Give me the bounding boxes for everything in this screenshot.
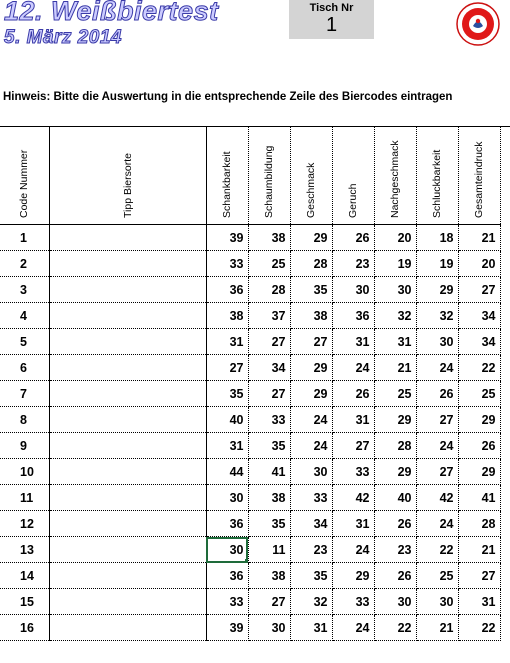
- score-cell[interactable]: 27: [206, 355, 248, 381]
- col-header-schaumbildung[interactable]: Schaumbildung: [248, 126, 290, 225]
- score-cell[interactable]: 38: [206, 303, 248, 329]
- table-row: [0, 251, 500, 277]
- score-cell[interactable]: 18: [416, 225, 458, 251]
- score-cell[interactable]: 38: [290, 303, 332, 329]
- score-cell[interactable]: 30: [416, 329, 458, 355]
- code-cell[interactable]: 4: [0, 303, 49, 329]
- code-cell[interactable]: 14: [0, 563, 49, 589]
- tipp-cell[interactable]: [49, 563, 206, 589]
- code-cell[interactable]: 15: [0, 589, 49, 615]
- tipp-cell[interactable]: [49, 485, 206, 511]
- score-cell[interactable]: 33: [332, 589, 374, 615]
- score-cell[interactable]: 29: [374, 459, 416, 485]
- score-cell[interactable]: 38: [248, 563, 290, 589]
- score-cell[interactable]: 31: [206, 329, 248, 355]
- score-cell[interactable]: 33: [206, 251, 248, 277]
- code-cell[interactable]: 10: [0, 459, 49, 485]
- score-cell[interactable]: 21: [458, 537, 500, 563]
- score-cell[interactable]: 27: [332, 433, 374, 459]
- score-cell[interactable]: 24: [416, 433, 458, 459]
- score-cell[interactable]: 26: [374, 563, 416, 589]
- tipp-cell[interactable]: [49, 225, 206, 251]
- score-cell[interactable]: 39: [206, 615, 248, 641]
- tisch-label: Tisch Nr: [309, 2, 354, 14]
- score-cell[interactable]: 31: [332, 329, 374, 355]
- score-cell[interactable]: 27: [416, 407, 458, 433]
- club-logo-icon: [456, 2, 500, 46]
- score-cell[interactable]: 26: [458, 433, 500, 459]
- col-header-nachgeschmack[interactable]: Nachgeschmack: [374, 126, 416, 225]
- score-cell[interactable]: 31: [374, 329, 416, 355]
- table-row: [0, 563, 500, 589]
- table-row: [0, 225, 500, 251]
- score-cell[interactable]: 40: [206, 407, 248, 433]
- code-cell[interactable]: 3: [0, 277, 49, 303]
- code-cell[interactable]: 1: [0, 225, 49, 251]
- col-header-schluckbarkeit[interactable]: Schluckbarkeit: [416, 126, 458, 225]
- score-cell[interactable]: 33: [290, 485, 332, 511]
- rating-table: [0, 126, 501, 641]
- code-cell[interactable]: 2: [0, 251, 49, 277]
- score-cell[interactable]: 24: [332, 537, 374, 563]
- score-cell[interactable]: 26: [332, 225, 374, 251]
- tisch-number[interactable]: 1: [325, 14, 338, 36]
- table-row: [0, 433, 500, 459]
- score-cell[interactable]: 26: [374, 511, 416, 537]
- score-cell[interactable]: 27: [248, 589, 290, 615]
- score-cell[interactable]: 28: [374, 433, 416, 459]
- score-cell[interactable]: 25: [416, 563, 458, 589]
- score-cell[interactable]: 26: [332, 381, 374, 407]
- table-row: [0, 537, 500, 563]
- score-cell[interactable]: 24: [290, 433, 332, 459]
- score-cell[interactable]: 36: [206, 563, 248, 589]
- score-cell[interactable]: 35: [290, 563, 332, 589]
- score-cell[interactable]: 25: [248, 251, 290, 277]
- table-row: [0, 329, 500, 355]
- score-cell[interactable]: 31: [332, 511, 374, 537]
- score-cell[interactable]: 31: [290, 615, 332, 641]
- score-cell[interactable]: 23: [290, 537, 332, 563]
- table-row: [0, 355, 500, 381]
- score-cell[interactable]: 21: [458, 225, 500, 251]
- score-cell[interactable]: 35: [248, 511, 290, 537]
- score-cell[interactable]: 24: [416, 511, 458, 537]
- code-cell[interactable]: 11: [0, 485, 49, 511]
- score-cell[interactable]: 41: [458, 485, 500, 511]
- score-cell[interactable]: 44: [206, 459, 248, 485]
- score-cell[interactable]: 34: [290, 511, 332, 537]
- tipp-cell[interactable]: [49, 303, 206, 329]
- score-cell[interactable]: 30: [290, 459, 332, 485]
- table-body: [0, 225, 500, 641]
- score-cell[interactable]: 31: [332, 407, 374, 433]
- score-cell[interactable]: 24: [332, 355, 374, 381]
- score-cell[interactable]: 29: [374, 407, 416, 433]
- score-cell[interactable]: 27: [290, 329, 332, 355]
- code-cell[interactable]: 5: [0, 329, 49, 355]
- score-cell[interactable]: 36: [206, 511, 248, 537]
- score-cell[interactable]: 28: [458, 511, 500, 537]
- score-cell[interactable]: 24: [290, 407, 332, 433]
- code-cell[interactable]: 9: [0, 433, 49, 459]
- table-row: [0, 381, 500, 407]
- score-cell[interactable]: 28: [290, 251, 332, 277]
- tipp-cell[interactable]: [49, 355, 206, 381]
- score-cell[interactable]: 11: [248, 537, 290, 563]
- score-cell[interactable]: 42: [416, 485, 458, 511]
- table-row: [0, 303, 500, 329]
- score-cell[interactable]: 25: [458, 381, 500, 407]
- score-cell[interactable]: 19: [416, 251, 458, 277]
- score-cell[interactable]: 35: [206, 381, 248, 407]
- score-cell[interactable]: 30: [416, 589, 458, 615]
- score-cell[interactable]: 40: [374, 485, 416, 511]
- tipp-cell[interactable]: [49, 277, 206, 303]
- rating-table-wrap: [0, 126, 501, 641]
- score-cell[interactable]: 38: [248, 485, 290, 511]
- tipp-cell[interactable]: [49, 537, 206, 563]
- score-cell[interactable]: 32: [416, 303, 458, 329]
- score-cell[interactable]: 36: [332, 303, 374, 329]
- score-cell[interactable]: 33: [332, 459, 374, 485]
- score-cell[interactable]: 29: [458, 459, 500, 485]
- score-cell[interactable]: 30: [332, 277, 374, 303]
- tipp-cell[interactable]: [49, 589, 206, 615]
- score-cell[interactable]: 21: [416, 615, 458, 641]
- table-row: [0, 485, 500, 511]
- tipp-cell[interactable]: [49, 381, 206, 407]
- score-cell[interactable]: 27: [416, 459, 458, 485]
- score-cell[interactable]: 34: [458, 329, 500, 355]
- score-cell[interactable]: 41: [248, 459, 290, 485]
- score-cell[interactable]: 26: [416, 381, 458, 407]
- col-header-geschmack[interactable]: Geschmack: [290, 126, 332, 225]
- tipp-cell[interactable]: [49, 615, 206, 641]
- score-cell[interactable]: 21: [374, 355, 416, 381]
- tipp-cell[interactable]: [49, 329, 206, 355]
- score-cell[interactable]: 24: [332, 615, 374, 641]
- score-cell[interactable]: 29: [290, 355, 332, 381]
- score-cell[interactable]: 23: [374, 537, 416, 563]
- tipp-cell[interactable]: [49, 407, 206, 433]
- score-cell[interactable]: 42: [332, 485, 374, 511]
- score-cell[interactable]: 28: [248, 277, 290, 303]
- score-cell[interactable]: 29: [332, 563, 374, 589]
- tipp-cell[interactable]: [49, 511, 206, 537]
- score-cell[interactable]: 37: [248, 303, 290, 329]
- col-header-gesamteindruck[interactable]: Gesamteindruck: [458, 126, 500, 225]
- sheet-title: 12. Weißbiertest: [4, 0, 219, 26]
- score-cell[interactable]: 22: [374, 615, 416, 641]
- table-row: [0, 511, 500, 537]
- score-cell[interactable]: 34: [458, 303, 500, 329]
- score-cell[interactable]: 33: [206, 589, 248, 615]
- table-row: [0, 407, 500, 433]
- col-header-code[interactable]: Code Nummer: [0, 126, 49, 225]
- score-cell[interactable]: 25: [374, 381, 416, 407]
- table-row: [0, 277, 500, 303]
- score-cell[interactable]: 22: [458, 615, 500, 641]
- score-cell[interactable]: 36: [206, 277, 248, 303]
- score-cell[interactable]: 30: [248, 615, 290, 641]
- score-cell[interactable]: 29: [458, 407, 500, 433]
- code-cell[interactable]: 7: [0, 381, 49, 407]
- code-cell[interactable]: 13: [0, 537, 49, 563]
- score-cell[interactable]: 27: [458, 563, 500, 589]
- score-cell[interactable]: 31: [458, 589, 500, 615]
- score-cell[interactable]: 31: [206, 433, 248, 459]
- score-cell[interactable]: 23: [332, 251, 374, 277]
- score-cell[interactable]: 34: [248, 355, 290, 381]
- code-cell[interactable]: 12: [0, 511, 49, 537]
- score-cell[interactable]: 39: [206, 225, 248, 251]
- hint-text: Hinweis: Bitte die Auswertung in die entsprechende Zeile des Biercodes eintragen: [3, 91, 453, 103]
- score-cell[interactable]: 22: [458, 355, 500, 381]
- code-cell[interactable]: 8: [0, 407, 49, 433]
- score-cell[interactable]: 35: [248, 433, 290, 459]
- code-cell[interactable]: 16: [0, 615, 49, 641]
- score-cell[interactable]: 22: [416, 537, 458, 563]
- score-cell[interactable]: 32: [374, 303, 416, 329]
- score-cell[interactable]: 24: [416, 355, 458, 381]
- score-cell[interactable]: 30: [374, 589, 416, 615]
- sheet-date: 5. März 2014: [4, 27, 122, 48]
- tipp-cell[interactable]: [49, 251, 206, 277]
- tipp-cell[interactable]: [49, 433, 206, 459]
- score-cell[interactable]: 20: [374, 225, 416, 251]
- score-cell[interactable]: 27: [248, 329, 290, 355]
- score-cell[interactable]: 27: [248, 381, 290, 407]
- col-header-geruch[interactable]: Geruch: [332, 126, 374, 225]
- code-cell[interactable]: 6: [0, 355, 49, 381]
- score-cell[interactable]: 33: [248, 407, 290, 433]
- score-cell[interactable]: 20: [458, 251, 500, 277]
- score-cell[interactable]: 29: [416, 277, 458, 303]
- header-row: [0, 126, 500, 225]
- score-cell[interactable]: 29: [290, 225, 332, 251]
- score-cell[interactable]: 32: [290, 589, 332, 615]
- tipp-cell[interactable]: [49, 459, 206, 485]
- table-row: [0, 615, 500, 641]
- col-header-tipp[interactable]: Tipp Biersorte: [49, 126, 206, 225]
- table-row: [0, 459, 500, 485]
- score-cell[interactable]: 30: [206, 485, 248, 511]
- score-cell[interactable]: 35: [290, 277, 332, 303]
- score-cell[interactable]: 29: [290, 381, 332, 407]
- score-cell[interactable]: 30: [374, 277, 416, 303]
- score-cell[interactable]: 27: [458, 277, 500, 303]
- tisch-box: [289, 0, 374, 39]
- score-cell[interactable]: 19: [374, 251, 416, 277]
- table-row: [0, 589, 500, 615]
- score-cell-selected[interactable]: 30: [206, 537, 248, 563]
- score-cell[interactable]: 38: [248, 225, 290, 251]
- col-header-schankbarkeit[interactable]: Schankbarkeit: [206, 126, 248, 225]
